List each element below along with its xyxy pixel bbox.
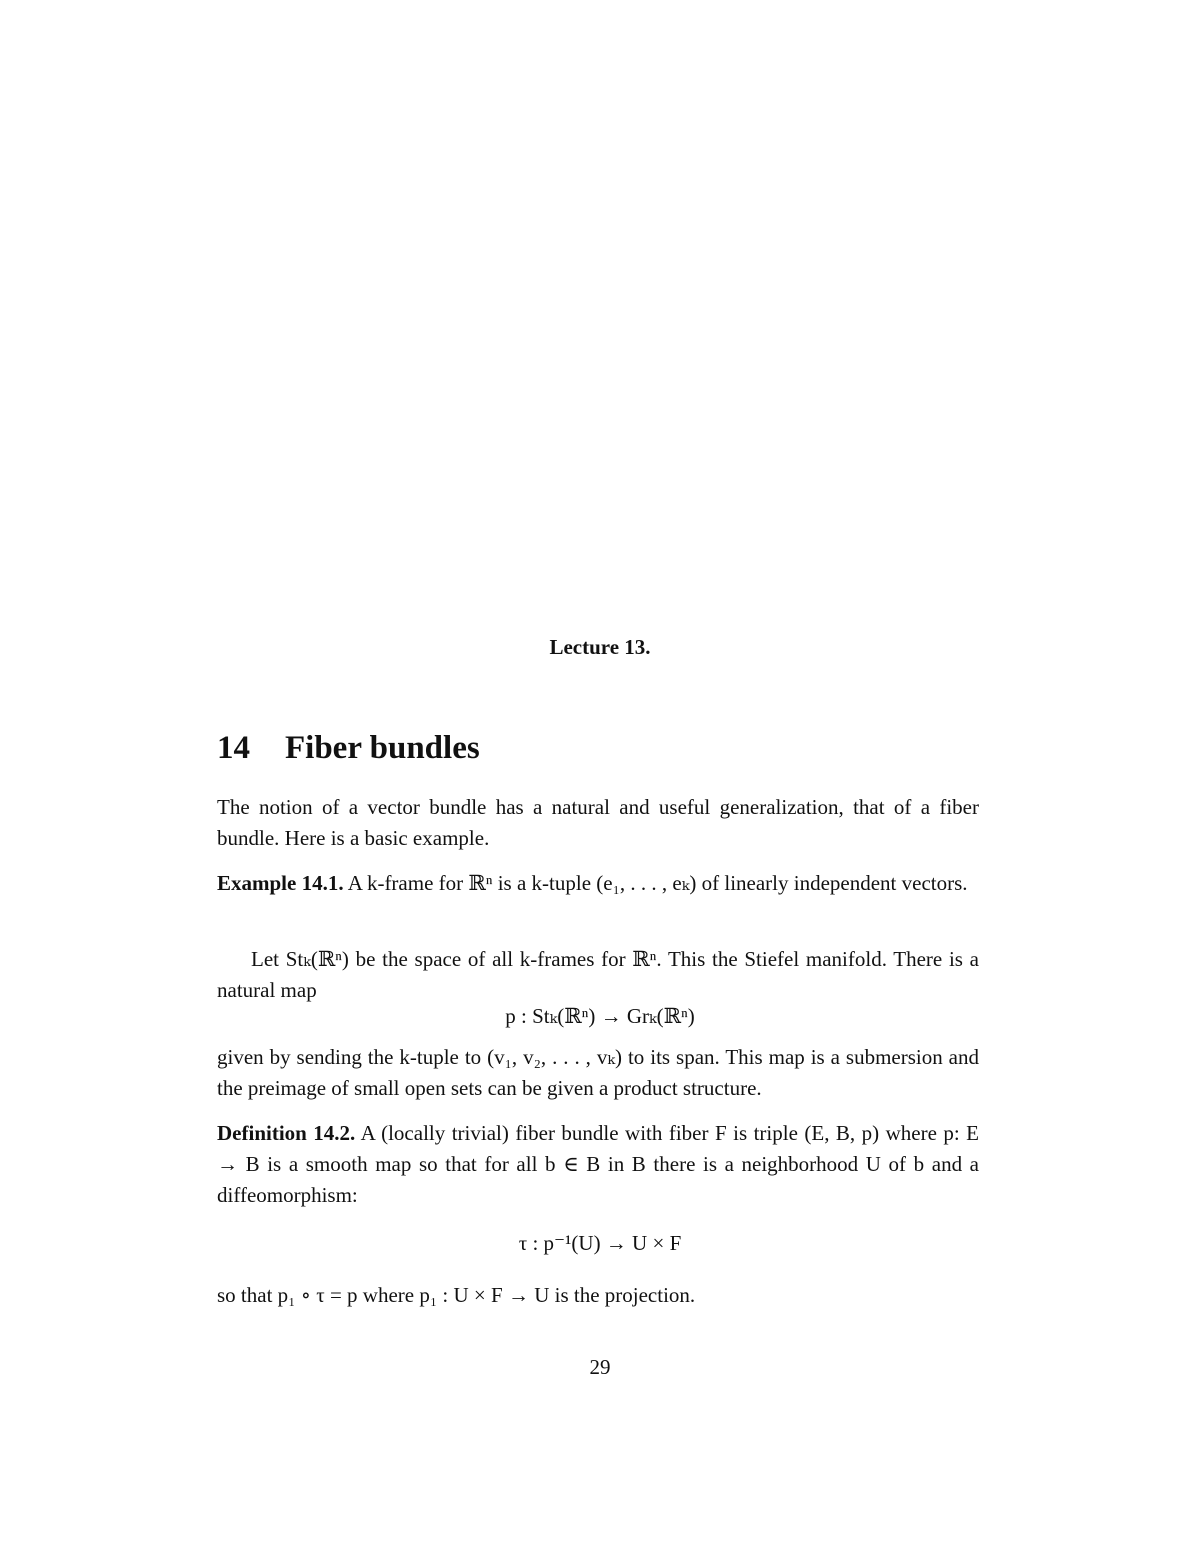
stiefel-display-equation: p : Stₖ(ℝⁿ) → Grₖ(ℝⁿ) — [505, 1004, 695, 1028]
definition-paragraph — [217, 1118, 979, 1211]
definition-label: Definition 14.2. — [217, 1121, 356, 1145]
section-heading — [217, 730, 480, 767]
definition-text: A (locally trivial) fiber bundle with fiber F is triple (E, B, p) where p: E → B is a smooth map so that for all b ∈ B in B there is a neighborhood U of b and a diffeomorphism: — [217, 1121, 979, 1207]
page-number: 29 — [589, 1355, 611, 1379]
definition-after-paragraph: so that p₁ ∘ τ = p where p₁ : U × F → U is the projection. — [217, 1283, 696, 1307]
section-number: 14 — [217, 730, 250, 766]
example-text: A k-frame for ℝⁿ is a k-tuple (e₁, . . . , eₖ) of linearly independent vectors. — [347, 871, 968, 895]
stiefel-after-paragraph: given by sending the k-tuple to (v₁, v₂, . . . , vₖ) to its span. This map is a submersion and the preimage of small open sets can be given a product structure. — [217, 1045, 979, 1100]
section-title: Fiber bundles — [285, 730, 480, 766]
example-paragraph — [217, 868, 979, 899]
definition-display-equation: τ : p⁻¹(U) → U × F — [518, 1231, 682, 1255]
stiefel-paragraph: Let Stₖ(ℝⁿ) be the space of all k-frames for ℝⁿ. This the Stiefel manifold. There is a natural map — [217, 947, 979, 1002]
lecture-heading: Lecture 13. — [549, 635, 651, 659]
intro-paragraph: The notion of a vector bundle has a natural and useful generalization, that of a fiber bundle. Here is a basic example. — [217, 795, 979, 850]
example-label: Example 14.1. — [217, 871, 344, 895]
